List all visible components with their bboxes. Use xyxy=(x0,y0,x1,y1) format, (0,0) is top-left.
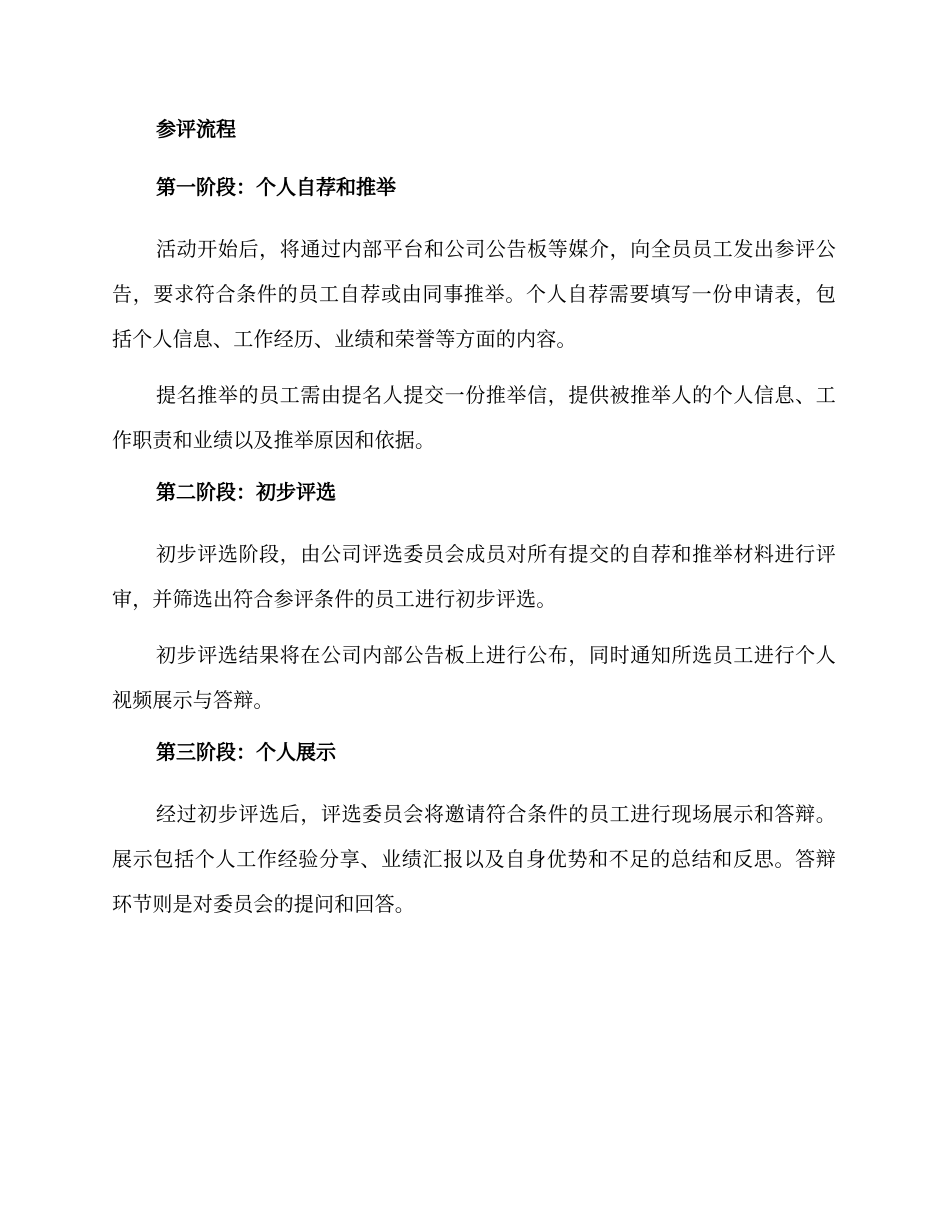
stage1-heading: 第一阶段：个人自荐和推举 xyxy=(156,175,396,199)
stage2-paragraph-2: 初步评选结果将在公司内部公告板上进行公布，同时通知所选员工进行个人视频展示与答辩。 xyxy=(112,643,836,712)
stage2-heading: 第二阶段：初步评选 xyxy=(156,480,336,504)
document-page xyxy=(112,111,836,927)
stage1-paragraph-1: 活动开始后，将通过内部平台和公司公告板等媒介，向全员员工发出参评公告，要求符合条件的员工自荐或由同事推举。个人自荐需要填写一份申请表，包括个人信息、工作经历、业绩和荣誉等方面的内容。 xyxy=(112,237,836,351)
stage2-paragraph-1: 初步评选阶段，由公司评选委员会成员对所有提交的自荐和推举材料进行评审，并筛选出符合参评条件的员工进行初步评选。 xyxy=(112,542,836,611)
document-title: 参评流程 xyxy=(156,117,236,141)
stage3-paragraph-1: 经过初步评选后，评选委员会将邀请符合条件的员工进行现场展示和答辩。展示包括个人工作经验分享、业绩汇报以及自身优势和不足的总结和反思。答辩环节则是对委员会的提问和回答。 xyxy=(112,802,836,916)
stage3-heading: 第三阶段：个人展示 xyxy=(156,740,336,764)
stage1-paragraph-2: 提名推举的员工需由提名人提交一份推举信，提供被推举人的个人信息、工作职责和业绩以及推举原因和依据。 xyxy=(112,383,836,452)
